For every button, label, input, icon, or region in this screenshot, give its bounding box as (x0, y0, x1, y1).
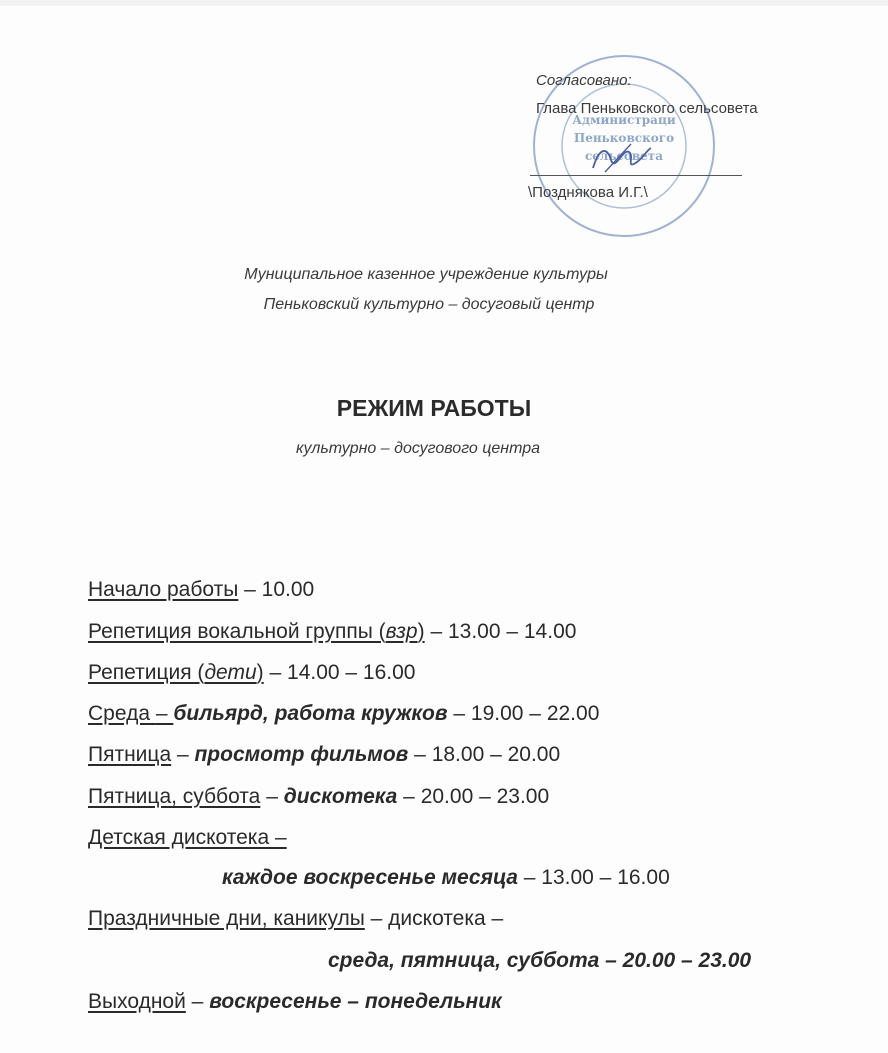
row-activity: бильярд, работа кружков (173, 702, 448, 725)
row-time: – 18.00 – 20.00 (408, 743, 561, 766)
row-time: – 20.00 – 23.00 (397, 785, 550, 808)
row-dash: – (155, 702, 174, 725)
schedule-row-friday-saturday (88, 785, 549, 809)
approver-position: Глава Пеньковского сельсовета (536, 100, 758, 117)
svg-text:Администраци: Администраци (572, 113, 676, 127)
row-dash: – (260, 785, 284, 808)
row-dash: – (185, 990, 210, 1013)
row-label: Выходной (88, 990, 186, 1013)
schedule-row-holidays-detail (328, 949, 751, 973)
approver-name: \Позднякова И.Г.\ (528, 184, 648, 201)
schedule-row-vocal (88, 620, 576, 644)
document-title: РЕЖИМ РАБОТЫ (336, 395, 532, 421)
row-label: Пятница, суббота (88, 785, 261, 808)
row-activity: просмотр фильмов (194, 743, 409, 766)
row-label-end: ) (417, 620, 425, 643)
row-activity: дискотека (283, 785, 398, 808)
row-label: Среда (88, 702, 156, 725)
row-activity: воскресенье – понедельник (209, 990, 502, 1013)
row-time: – 10.00 (238, 578, 315, 601)
signature-line (530, 175, 742, 176)
row-time: – 13.00 – 14.00 (424, 620, 577, 643)
row-time: – 19.00 – 22.00 (447, 702, 600, 725)
schedule-row-children (88, 661, 415, 685)
document-subtitle: культурно – досугового центра (295, 440, 541, 457)
svg-text:сельсовета: сельсовета (584, 149, 664, 163)
row-activity: среда, пятница, суббота – 20.00 – 23.00 (328, 949, 752, 972)
organization-line-1: Муниципальное казенное учреждение культуры (244, 266, 608, 283)
row-label: Репетиция вокальной группы ( (88, 620, 386, 643)
row-time: – 13.00 – 16.00 (517, 866, 670, 889)
row-dash: – (171, 743, 195, 766)
approval-label: Согласовано: (536, 72, 632, 89)
schedule-row-days-off (88, 990, 502, 1014)
row-label: Репетиция ( (88, 661, 205, 684)
row-label-group: дети (204, 661, 257, 684)
organization-line-2: Пеньковский культурно – досуговый центр (263, 296, 595, 313)
row-label: Начало работы (88, 578, 239, 601)
schedule-row-friday (88, 743, 560, 767)
schedule-row-holidays (88, 907, 503, 931)
row-label-end: ) (256, 661, 264, 684)
scan-artifact (0, 0, 888, 6)
schedule-row-start (88, 578, 314, 602)
schedule-row-wednesday (88, 702, 599, 726)
svg-text:Пеньковского: Пеньковского (573, 131, 675, 145)
schedule-row-kids-disco-detail (222, 866, 670, 890)
row-label-group: взр (385, 620, 418, 643)
row-label: Праздничные дни, каникулы (88, 907, 365, 930)
signature (585, 138, 655, 178)
row-label: Детская дискотека – (88, 826, 287, 849)
row-label: Пятница (88, 743, 172, 766)
row-time: – 14.00 – 16.00 (263, 661, 416, 684)
schedule-row-kids-disco (88, 826, 287, 850)
row-activity: каждое воскресенье месяца (222, 866, 518, 889)
row-time: – дискотека – (364, 907, 504, 930)
